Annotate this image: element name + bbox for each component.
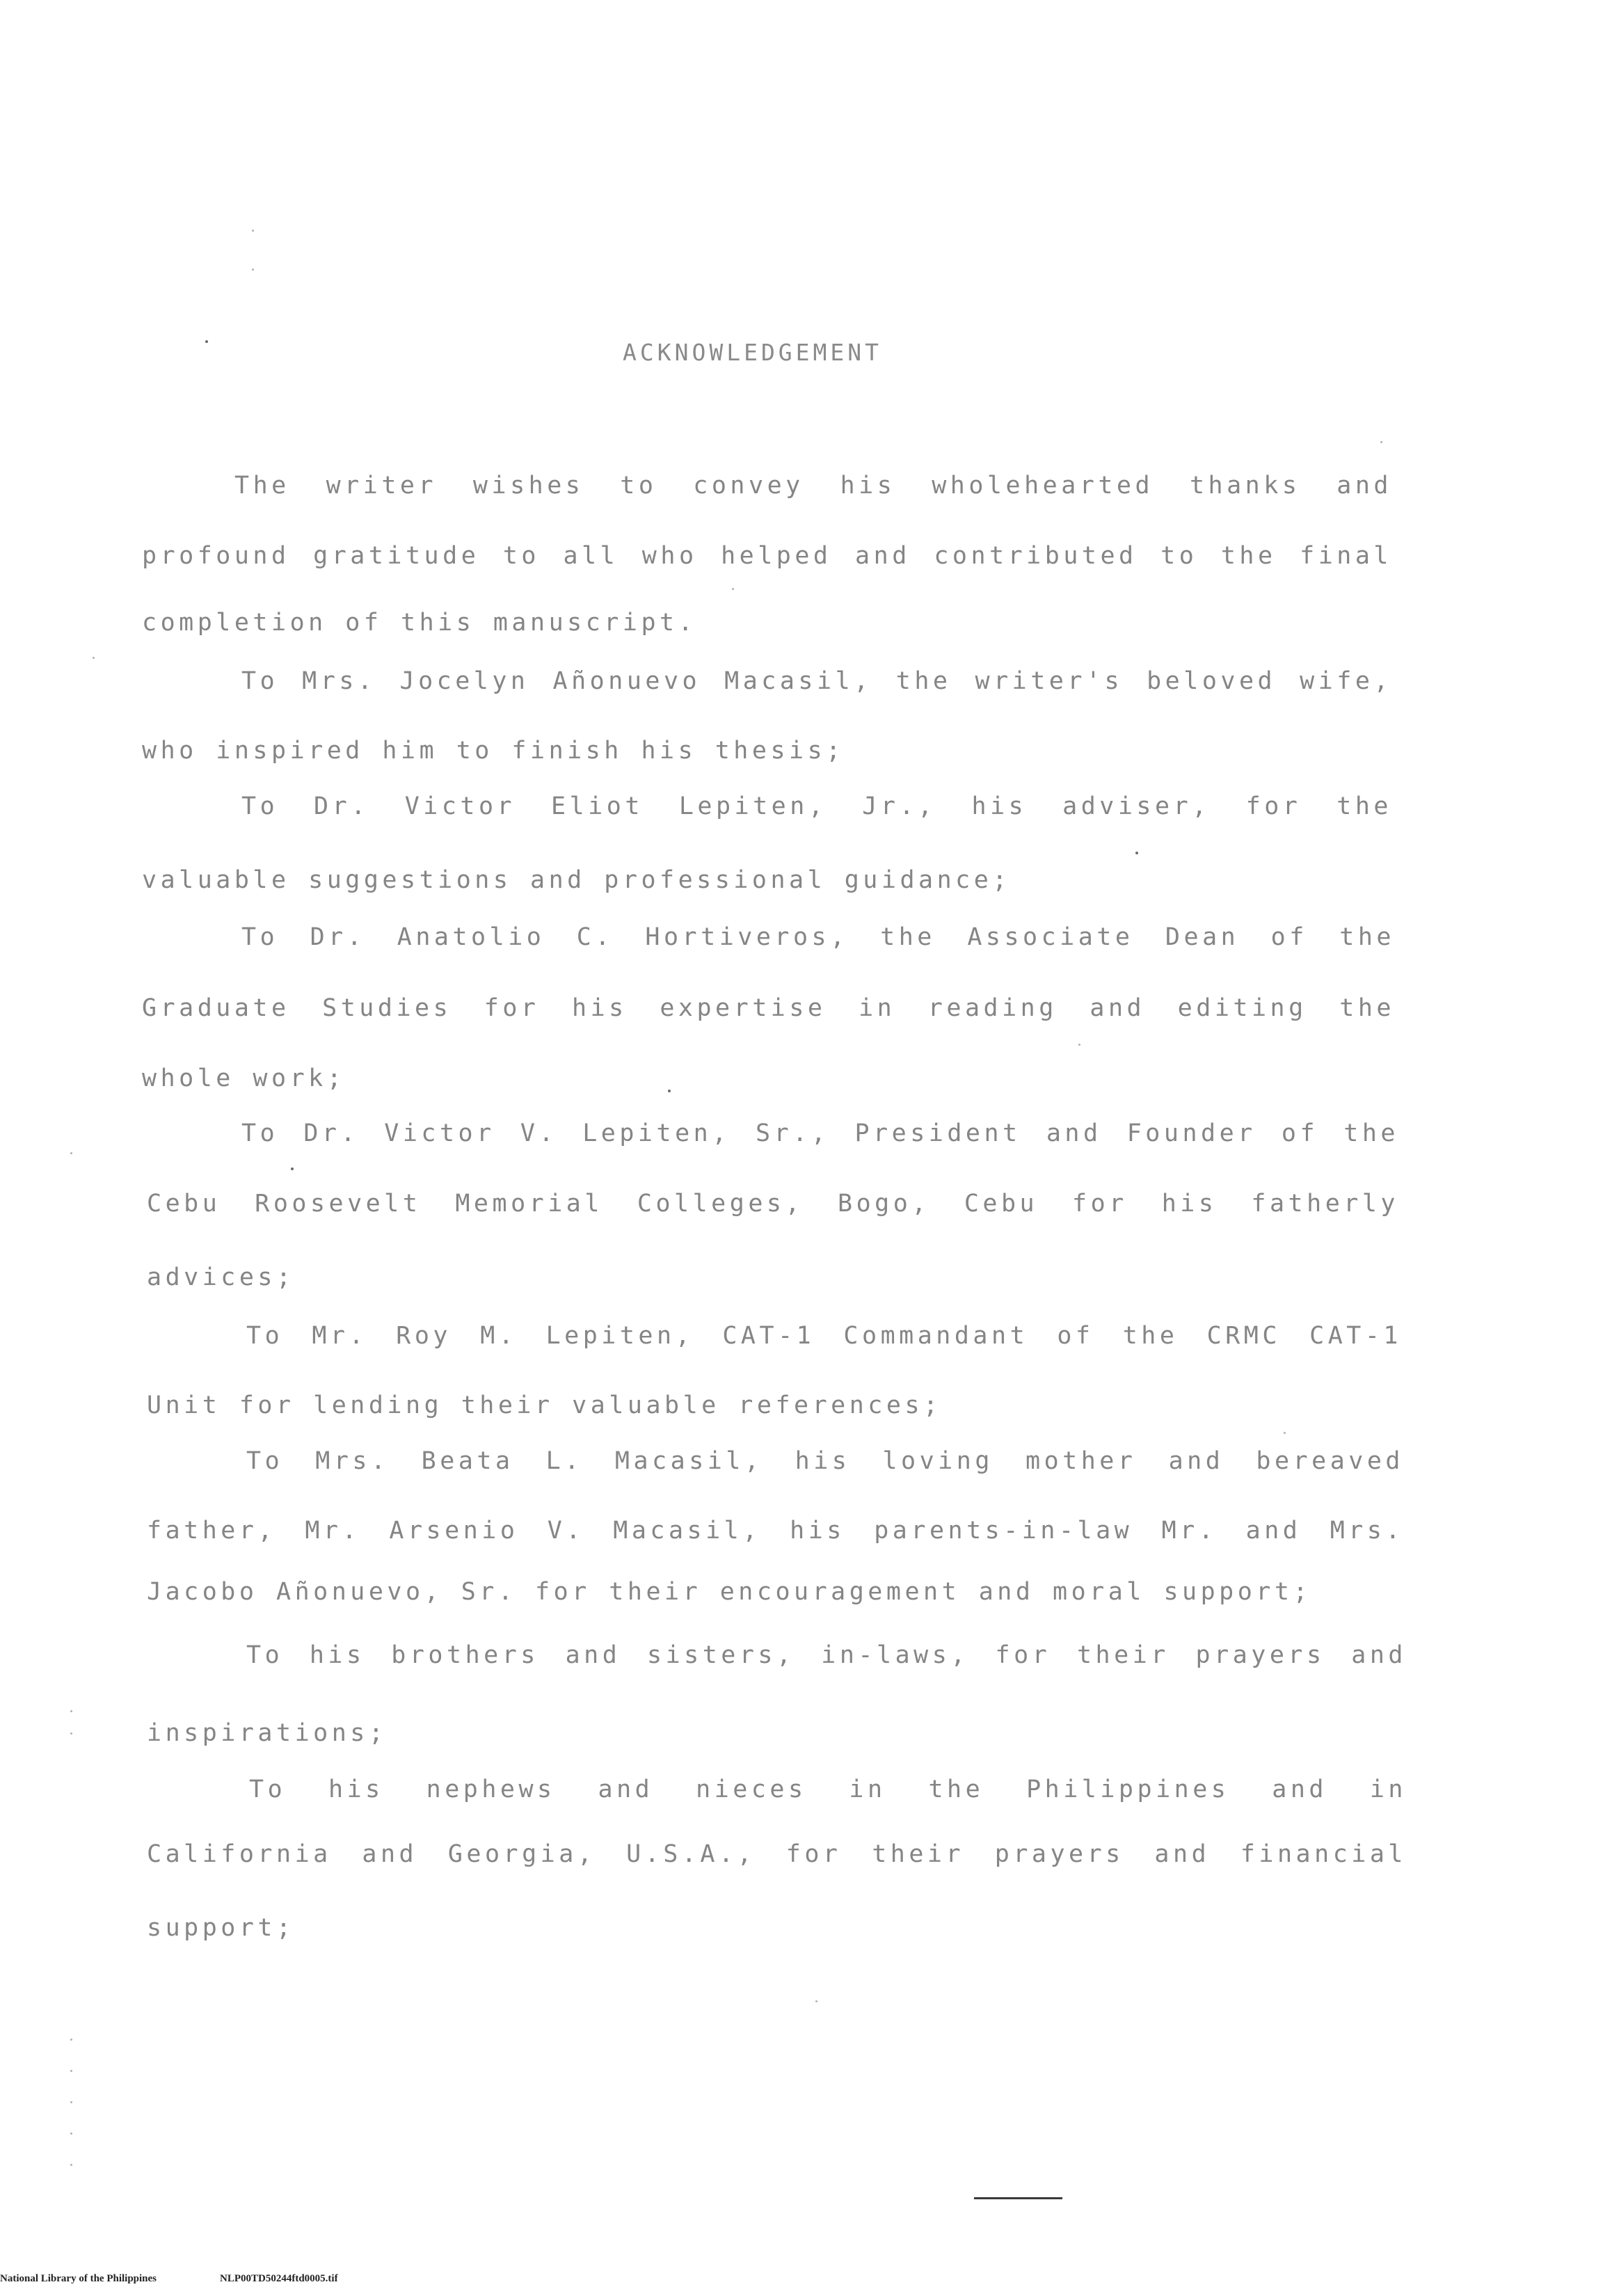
scan-speck <box>70 2164 72 2166</box>
text-line: Cebu Roosevelt Memorial Colleges, Bogo, Cebu for his fatherly <box>147 1190 1399 1218</box>
scan-speck <box>815 2000 817 2002</box>
text-line: advices; <box>147 1263 295 1291</box>
scan-speck <box>93 657 95 659</box>
text-line: support; <box>147 1914 295 1942</box>
text-line: profound gratitude to all who helped and contributed to the final <box>142 542 1392 570</box>
text-line: To Mr. Roy M. Lepiten, CAT-1 Commandant of the CRMC CAT-1 <box>246 1322 1402 1350</box>
footer-library-name: National Library of the Philippines <box>0 2273 157 2284</box>
scan-speck <box>668 1090 671 1092</box>
scan-speck <box>291 1167 294 1170</box>
text-line: Jacobo Añonuevo, Sr. for their encouragement and moral support; <box>147 1578 1312 1606</box>
scan-speck <box>1380 441 1382 443</box>
footer-file-name: NLP00TD50244ftd0005.tif <box>220 2273 338 2284</box>
scan-speck <box>70 1152 72 1154</box>
scan-speck <box>1284 1432 1286 1434</box>
text-line: To Mrs. Jocelyn Añonuevo Macasil, the writer's beloved wife, <box>241 667 1392 695</box>
text-line: To his brothers and sisters, in-laws, for their prayers and <box>246 1641 1407 1669</box>
scan-speck <box>70 2101 72 2103</box>
scan-speck <box>70 2070 72 2072</box>
text-line: To Dr. Victor V. Lepiten, Sr., President and Founder of the <box>241 1119 1399 1147</box>
scan-speck <box>252 230 254 232</box>
text-line: who inspired him to finish his thesis; <box>142 737 845 765</box>
text-line: father, Mr. Arsenio V. Macasil, his parents-in-law Mr. and Mrs. <box>147 1517 1404 1545</box>
scan-speck <box>732 588 734 590</box>
scan-speck <box>1135 852 1138 854</box>
text-line: Graduate Studies for his expertise in reading and editing the <box>142 994 1395 1022</box>
page-title: ACKNOWLEDGEMENT <box>623 339 883 366</box>
scan-speck <box>70 2132 72 2135</box>
text-line: inspirations; <box>147 1719 388 1747</box>
scan-speck <box>1078 1044 1080 1046</box>
text-line: To his nephews and nieces in the Philippines and in <box>249 1776 1407 1803</box>
text-line: valuable suggestions and professional guidance; <box>142 866 1011 894</box>
text-line: whole work; <box>142 1065 346 1092</box>
scan-speck <box>205 340 208 343</box>
scan-speck <box>70 2039 72 2041</box>
text-line: To Mrs. Beata L. Macasil, his loving mother and bereaved <box>246 1447 1404 1475</box>
scan-speck <box>70 1732 72 1735</box>
text-line: The writer wishes to convey his wholehearted thanks and <box>234 472 1392 500</box>
text-line: California and Georgia, U.S.A., for their prayers and financial <box>147 1840 1407 1868</box>
text-line: To Dr. Anatolio C. Hortiveros, the Associate Dean of the <box>241 923 1395 951</box>
page-number-rule <box>974 2197 1062 2199</box>
text-line: Unit for lending their valuable references; <box>147 1392 942 1419</box>
text-line: To Dr. Victor Eliot Lepiten, Jr., his adviser, for the <box>241 792 1392 820</box>
scan-speck <box>252 269 254 271</box>
scan-speck <box>70 1710 72 1712</box>
text-line: completion of this manuscript. <box>142 609 697 637</box>
